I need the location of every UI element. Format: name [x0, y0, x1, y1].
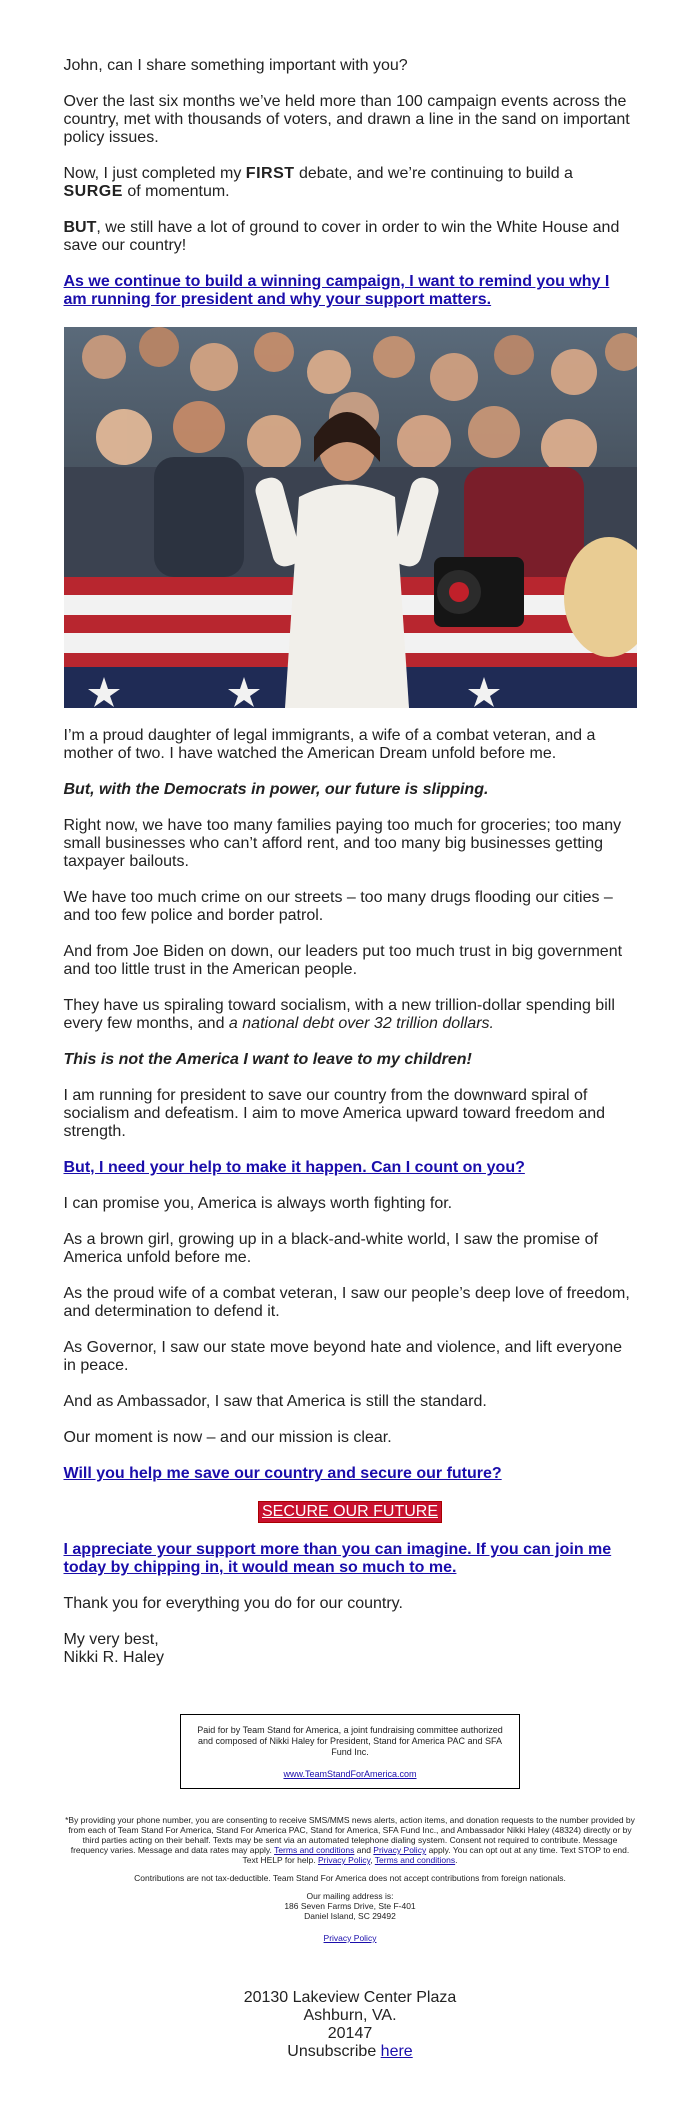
paragraph: I am running for president to save our country from the downward spiral of socialism and defeatism. I aim to move America upward toward freedom and strength.: [63, 1087, 606, 1140]
email-body: [64, 0, 637, 2061]
paragraph: They have us spiraling toward socialism, with a new trillion-dollar spending bill every few months, and a national debt over 32 trillion dollars.: [63, 997, 615, 1032]
footer-address: 20130 Lakeview Center Plaza Ashburn, VA. 20147 Unsubscribe here: [243, 1989, 457, 2060]
paragraph: Right now, we have too many families paying too much for groceries; too many small businesses who can’t afford rent, and too many big businesses getting taxpayer bailouts.: [63, 817, 622, 870]
paid-for-disclaimer: Paid for by Team Stand for America, a joint fundraising committee authorized and composed of Nikki Haley for President, Stand for America PAC and SFA Fund Inc. www.TeamStandForAmerica.com: [180, 1714, 520, 1789]
paragraph: And from Joe Biden on down, our leaders put too much trust in big government and too little trust in the American people.: [63, 943, 623, 978]
paragraph: As Governor, I saw our state move beyond hate and violence, and lift everyone in peace.: [63, 1339, 623, 1374]
cta-container: [64, 1501, 637, 1523]
paragraph: Over the last six months we’ve held more than 100 campaign events across the country, met with thousands of voters, and drawn a line in the sand on important policy issues.: [63, 93, 630, 146]
paragraph: I can promise you, America is always worth fighting for.: [63, 1195, 453, 1212]
paragraph: As the proud wife of a combat veteran, I saw our people’s deep love of freedom, and determination to defend it.: [63, 1285, 630, 1320]
unsubscribe-link[interactable]: here: [380, 2043, 413, 2060]
contributions-notice: Contributions are not tax-deductible. Team Stand For America does not accept contributions from foreign nationals.: [134, 1873, 566, 1883]
paragraph: As a brown girl, growing up in a black-and-white world, I saw the promise of America unfold before me.: [63, 1231, 598, 1266]
terms-link[interactable]: Terms and conditions: [274, 1845, 355, 1855]
paragraph: And as Ambassador, I saw that America is still the standard.: [63, 1393, 487, 1410]
signature: My very best, Nikki R. Haley: [63, 1631, 164, 1666]
donate-link-1[interactable]: As we continue to build a winning campaign, I want to remind you why I am running for president and why your support matters.: [63, 273, 610, 308]
donate-link-4[interactable]: I appreciate your support more than you can imagine. If you can join me today by chipping in, it would mean so much to me.: [63, 1541, 612, 1576]
paragraph: We have too much crime on our streets – too many drugs flooding our cities – and too few police and border patrol.: [63, 889, 613, 924]
mailing-address: Our mailing address is: 186 Seven Farms Drive, Ste F-401 Daniel Island, SC 29492: [284, 1891, 416, 1921]
paragraph: But, with the Democrats in power, our future is slipping.: [63, 781, 489, 798]
privacy-policy-footer: [64, 1933, 637, 1943]
paragraph: This is not the America I want to leave to my children!: [63, 1051, 472, 1068]
paragraph: I’m a proud daughter of legal immigrants, a wife of a combat veteran, and a mother of two. I have watched the American Dream unfold before me.: [63, 727, 596, 762]
sms-consent-text: *By providing your phone number, you are consenting to receive SMS/MMS news alerts, action items, and donation requests to the number provided by from each of Team Stand For America, Stand For America PAC, Stand for America, SFA Fund Inc., and Ambassador Nikki Haley (48324) directly or by third parties acting on their behalf. Texts may be sent via an automated telephone dialing system. Consent not required to contribute. Message frequency varies. Message and data rates may apply. Terms and conditions and Privacy Policy apply. You can opt out at any time. Text STOP to end. Text HELP for help. Privacy Policy, Terms and conditions.: [65, 1815, 635, 1865]
paragraph: Thank you for everything you do for our country.: [63, 1595, 403, 1612]
privacy-link[interactable]: Privacy Policy: [317, 1855, 371, 1865]
campaign-rally-photo[interactable]: [64, 327, 637, 708]
paragraph: Our moment is now – and our mission is clear.: [63, 1429, 392, 1446]
secure-our-future-button[interactable]: SECURE OUR FUTURE: [258, 1501, 442, 1523]
donate-link-3[interactable]: Will you help me save our country and secure our future?: [63, 1465, 502, 1482]
privacy-link[interactable]: Privacy Policy: [323, 1933, 377, 1943]
team-stand-url-link[interactable]: www.TeamStandForAmerica.com: [283, 1769, 417, 1779]
paragraph: Now, I just completed my FIRST debate, and we’re continuing to build a SURGE of momentum.: [63, 165, 573, 200]
privacy-link[interactable]: Privacy Policy: [373, 1845, 427, 1855]
terms-link[interactable]: Terms and conditions: [374, 1855, 456, 1865]
paragraph: BUT, we still have a lot of ground to cover in order to win the White House and save our country!: [63, 219, 620, 254]
greeting: John, can I share something important with you?: [63, 57, 408, 74]
donate-link-2[interactable]: But, I need your help to make it happen. Can I count on you?: [63, 1159, 525, 1176]
